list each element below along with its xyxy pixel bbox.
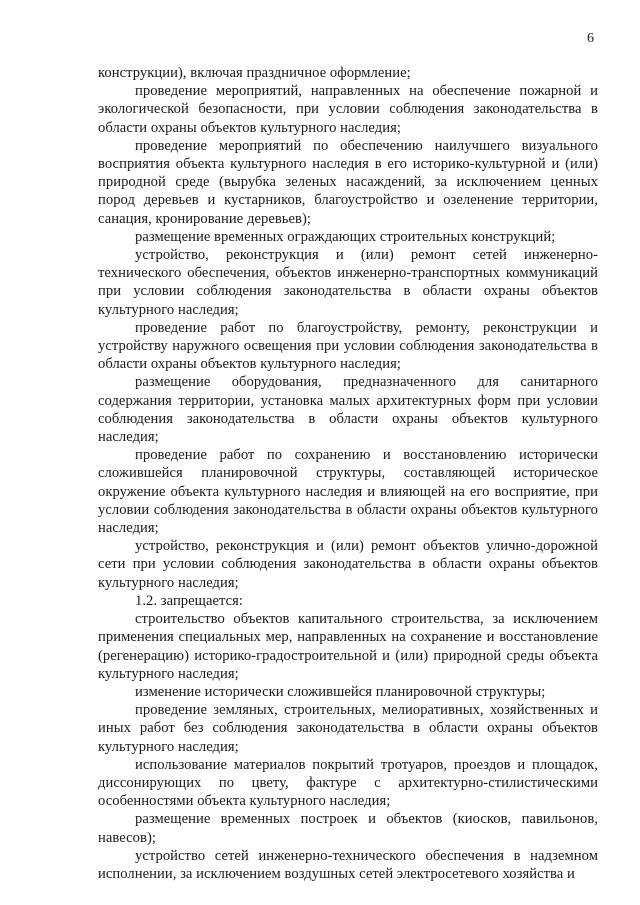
section-heading: 1.2. запрещается: (135, 592, 244, 609)
paragraph-16: устройство сетей инженерно-технического обеспечения в надземном исполнении, за исключением воздушных сетей электросетевого хозяйства и (98, 847, 598, 882)
paragraph-11: строительство объектов капитального строительства, за исключением применения специальных мер, направленных на сохранение и восстановление (регенерацию) историко-градостроительной и (или) природной среды объекта культурного наследия; (98, 611, 598, 682)
paragraph-14: использование материалов покрытий тротуаров, проездов и площадок, диссонирующих по цвету, фактуре с архитектурно-стилистическими особенностями объекта культурного наследия; (98, 756, 598, 810)
paragraph-2: проведение мероприятий, направленных на обеспечение пожарной и экологической безопасности, при условии соблюдения законодательства в области охраны объектов культурного наследия; (98, 83, 598, 136)
document-body (98, 64, 598, 883)
paragraph-7: размещение оборудования, предназначенного для санитарного содержания территории, установка малых архитектурных форм при условии соблюдения законодательства в области охраны объектов культурного наследия; (98, 374, 598, 446)
paragraph-8: проведение работ по сохранению и восстановлению исторически сложившейся планировочной структуры, составляющей историческое окружение объекта культурного наследия и влияющей на его восприятие, при условии соблюдения законодательства в области охраны объектов культурного наследия; (98, 447, 598, 537)
paragraph-13: проведение земляных, строительных, мелиоративных, хозяйственных и иных работ без соблюдения законодательства в области охраны объектов культурного наследия; (98, 702, 598, 755)
paragraph-5: устройство, реконструкция и (или) ремонт сетей инженерно-технического обеспечения, объектов инженерно-транспортных коммуникаций при условии соблюдения законодательства в области охраны объектов культурного наследия; (98, 247, 598, 318)
page-number: 6 (587, 31, 594, 46)
paragraph-9: устройство, реконструкция и (или) ремонт объектов улично-дорожной сети при условии соблюдения законодательства в области охраны объектов культурного наследия; (98, 538, 598, 591)
paragraph-1: конструкции), включая праздничное оформление; (98, 65, 411, 81)
paragraph-12: изменение исторически сложившейся планировочной структуры; (135, 683, 546, 700)
paragraph-6: проведение работ по благоустройству, ремонту, реконструкции и устройству наружного освещения при условии соблюдения законодательства в области охраны объектов культурного наследия; (98, 319, 598, 373)
paragraph-15: размещение временных построек и объектов (киосков, павильонов, навесов); (98, 811, 598, 846)
paragraph-4: размещение временных ограждающих строительных конструкций; (135, 228, 556, 245)
paragraph-3: проведение мероприятий по обеспечению наилучшего визуального восприятия объекта культурного наследия в его историко-культурной и (или) природной среде (вырубка зеленых насаждений, за исключением ценных пород деревьев и кустарников, благоустройство и озеленение территории, санация, кронирование деревьев); (98, 137, 598, 227)
